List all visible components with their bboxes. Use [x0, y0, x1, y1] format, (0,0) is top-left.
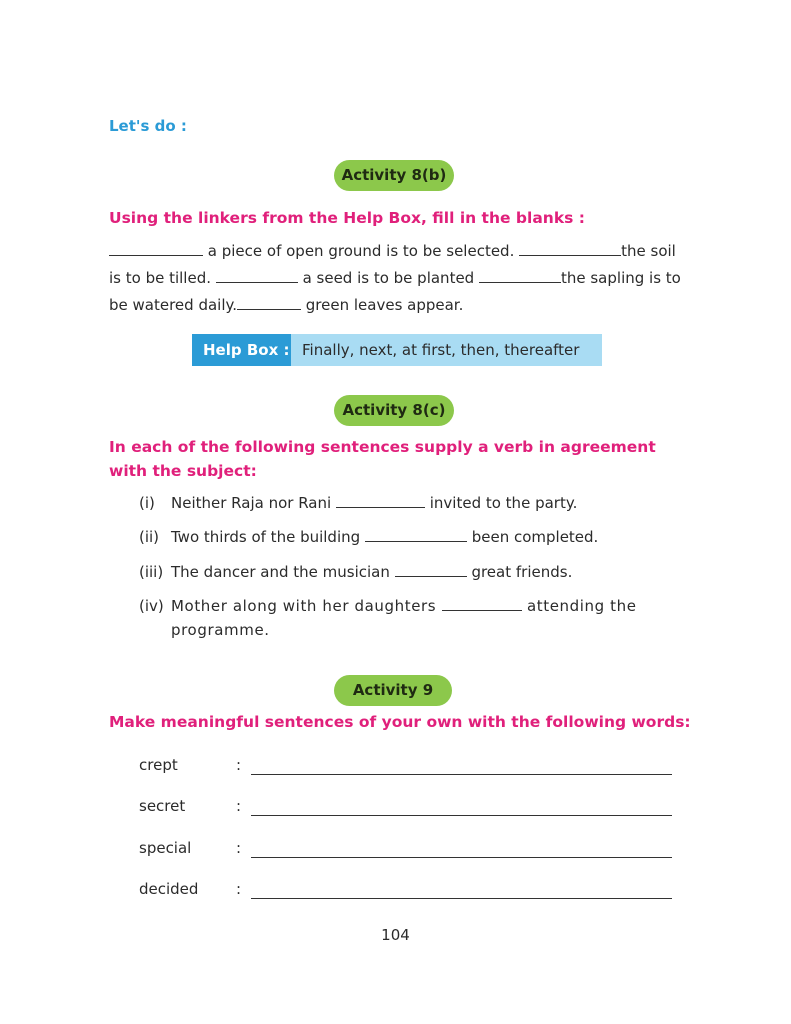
word-label: special [139, 839, 192, 857]
item-text-after: great friends. [471, 563, 573, 581]
lets-do-heading: Let's do : [109, 117, 187, 135]
item-text-before: The dancer and the musician [171, 563, 390, 581]
item-number: (ii) [139, 528, 160, 546]
word-row-decided [139, 880, 679, 904]
passage-text-6: be watered daily. [109, 296, 237, 314]
sentence-item-3 [139, 560, 684, 584]
blank-5[interactable] [237, 293, 301, 310]
sentence-item-4 [139, 594, 684, 642]
sentence-item-2 [139, 525, 684, 549]
colon: : [236, 880, 242, 898]
colon: : [236, 797, 242, 815]
blank-1[interactable] [109, 239, 203, 256]
passage-line-2 [109, 265, 684, 292]
passage-line-3 [109, 292, 684, 319]
sentence-item-1 [139, 491, 684, 515]
page-number: 104 [381, 926, 410, 944]
passage-text-5: the sapling is to [560, 269, 681, 287]
help-box-content: Finally, next, at first, then, thereafter [291, 334, 602, 366]
item-number: (iv) [139, 597, 164, 615]
sentence-line-1[interactable] [251, 774, 672, 775]
word-row-secret [139, 797, 679, 821]
verb-blank-3[interactable] [395, 560, 467, 577]
blank-2[interactable] [519, 239, 621, 256]
word-row-special [139, 839, 679, 863]
passage-text-1: a piece of open ground is to be selected. [207, 242, 515, 260]
sentence-line-4[interactable] [251, 898, 672, 899]
verb-blank-1[interactable] [336, 491, 425, 508]
word-row-crept [139, 756, 679, 780]
item-text-after: attending the programme. [171, 597, 637, 639]
colon: : [236, 756, 242, 774]
item-text-after: been completed. [471, 528, 599, 546]
item-text-before: Two thirds of the building [171, 528, 361, 546]
verb-blank-2[interactable] [365, 525, 467, 542]
word-label: secret [139, 797, 186, 815]
help-box [192, 334, 602, 366]
verb-blank-4[interactable] [442, 594, 522, 611]
item-number: (i) [139, 494, 155, 512]
passage-text-2: the soil [621, 242, 676, 260]
activity-9-badge: Activity 9 [334, 675, 452, 706]
item-number: (iii) [139, 563, 164, 581]
sentence-line-2[interactable] [251, 815, 672, 816]
activity-8c-badge: Activity 8(c) [334, 395, 454, 426]
item-text-before: Neither Raja nor Rani [171, 494, 332, 512]
fill-in-passage [109, 238, 684, 319]
word-label: decided [139, 880, 199, 898]
sentence-line-3[interactable] [251, 857, 672, 858]
passage-text-3: is to be tilled. [109, 269, 211, 287]
passage-text-4: a seed is to be planted [302, 269, 475, 287]
passage-text-7: green leaves appear. [305, 296, 464, 314]
item-text-before: Mother along with her daughters [171, 597, 437, 615]
passage-line-1 [109, 238, 684, 265]
activity-8b-instruction: Using the linkers from the Help Box, fill in the blanks : [109, 209, 585, 227]
activity-8c-instruction: In each of the following sentences supply a verb in agreement with the subject: [109, 438, 656, 480]
blank-4[interactable] [479, 266, 561, 283]
blank-3[interactable] [216, 266, 298, 283]
word-label: crept [139, 756, 178, 774]
activity-9-instruction: Make meaningful sentences of your own with the following words: [109, 713, 691, 731]
activity-8b-badge: Activity 8(b) [334, 160, 454, 191]
colon: : [236, 839, 242, 857]
item-text-after: invited to the party. [429, 494, 578, 512]
help-box-label: Help Box : [192, 334, 291, 366]
